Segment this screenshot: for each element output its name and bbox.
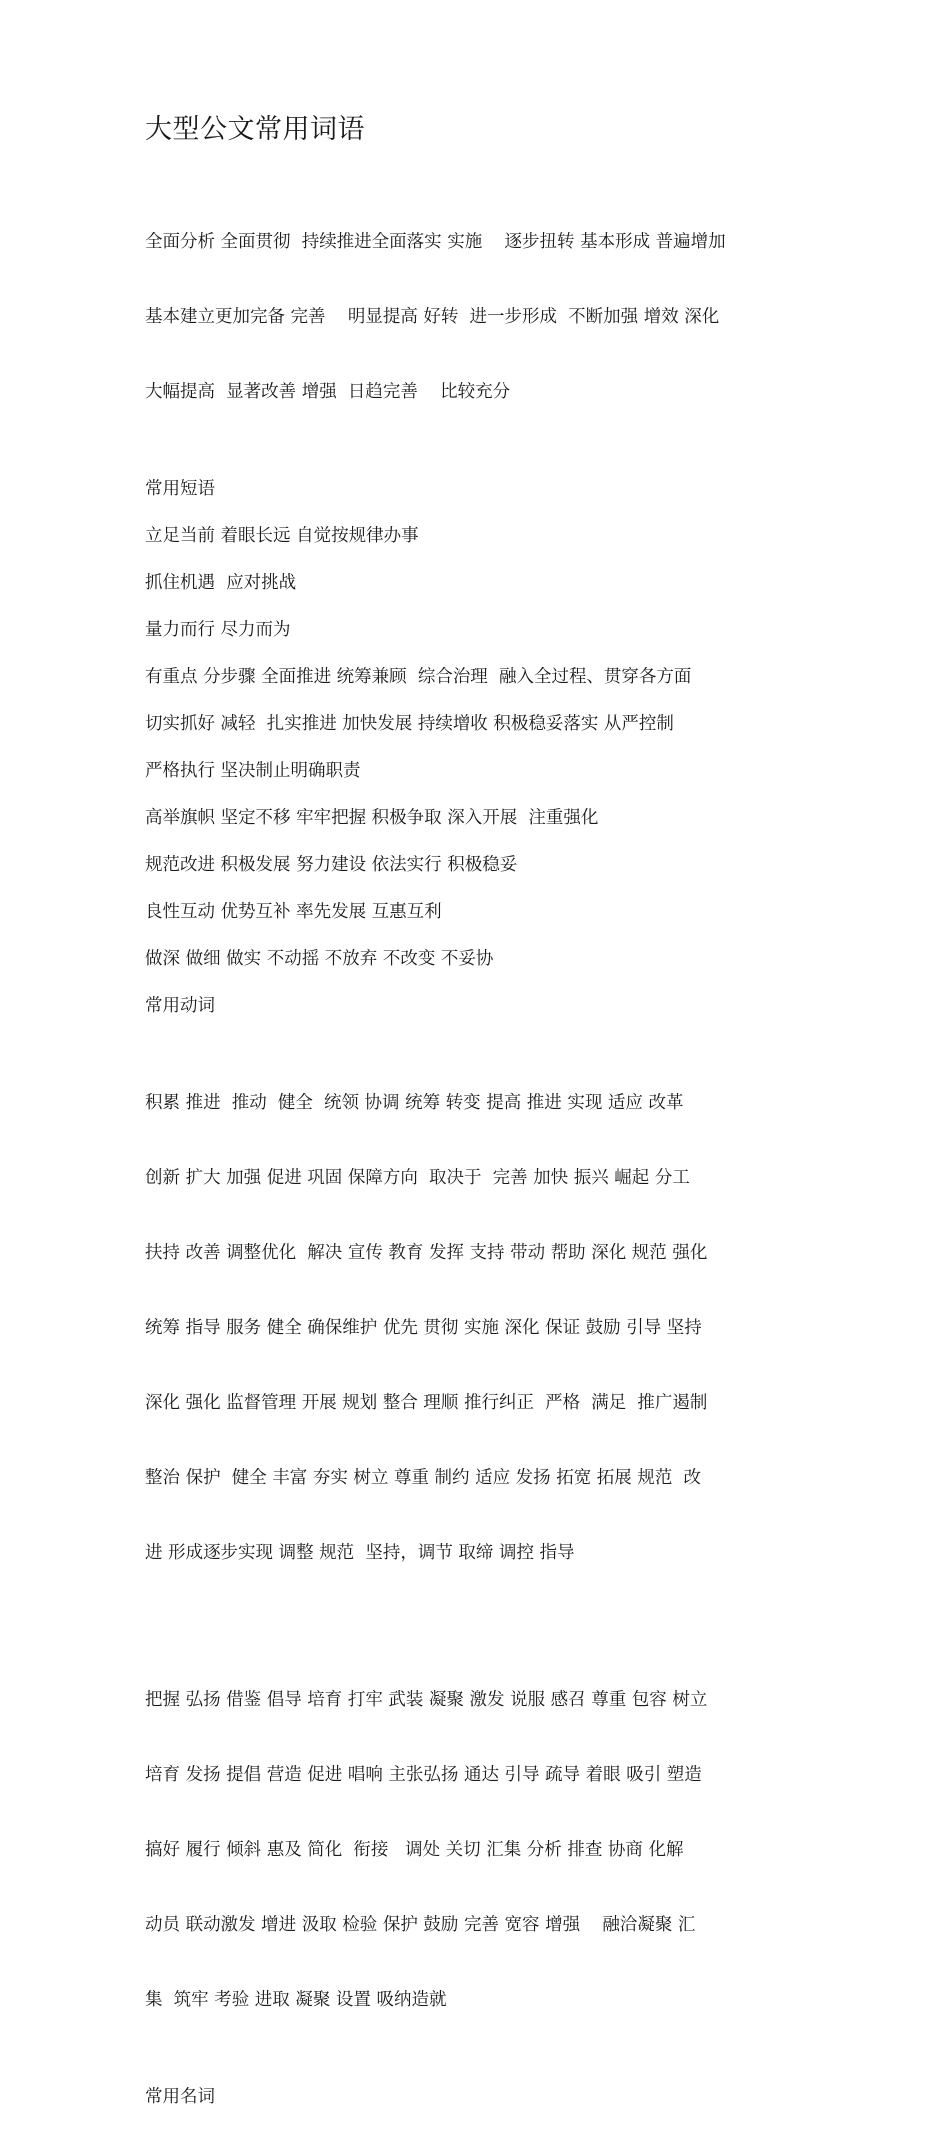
phrase-line: 严格执行 坚决制止明确职责 (145, 761, 361, 781)
verbs-line: 培育 发扬 提倡 营造 促进 唱响 主张弘扬 通达 引导 疏导 着眼 吸引 塑造 (145, 1765, 702, 1785)
verbs-line: 把握 弘扬 借鉴 倡导 培育 打牢 武装 凝聚 激发 说服 感召 尊重 包容 树立 (145, 1690, 708, 1710)
phrase-line: 高举旗帜 坚定不移 牢牢把握 积极争取 深入开展 注重强化 (145, 808, 599, 828)
phrase-line: 切实抓好 减轻 扎实推进 加快发展 持续增收 积极稳妥落实 从严控制 (145, 714, 674, 734)
intro-paragraph (145, 180, 810, 455)
verbs-line: 扶持 改善 调整优化 解决 宣传 教育 发挥 支持 带动 帮助 深化 规范 强化 (145, 1243, 708, 1263)
phrase-line: 抓住机遇 应对挑战 (145, 573, 297, 593)
verbs-line: 创新 扩大 加强 促进 巩固 保障方向 取决于 完善 加快 振兴 崛起 分工 (145, 1168, 690, 1188)
section-heading-verbs: 常用动词 (145, 996, 215, 1016)
phrase-line: 有重点 分步骤 全面推进 统筹兼顾 综合治理 融入全过程、贯穿各方面 (145, 667, 692, 687)
verbs-paragraph-1 (145, 1041, 810, 1616)
phrase-line: 良性互动 优势互补 率先发展 互惠互利 (145, 902, 442, 922)
verbs-line: 积累 推进 推动 健全 统领 协调 统筹 转变 提高 推进 实现 适应 改革 (145, 1093, 684, 1113)
phrase-line: 规范改进 积极发展 努力建设 依法实行 积极稳妥 (145, 855, 518, 875)
document-title: 大型公文常用词语 (145, 114, 365, 145)
verbs-line: 动员 联动激发 增进 汲取 检验 保护 鼓励 完善 宽容 增强 融洽凝聚 汇 (145, 1915, 696, 1935)
intro-line: 大幅提高 显著改善 增强 日趋完善 比较充分 (145, 382, 511, 402)
verbs-line: 深化 强化 监督管理 开展 规划 整合 理顺 推行纠正 严格 满足 推广遏制 (145, 1393, 708, 1413)
phrase-line: 立足当前 着眼长远 自觉按规律办事 (145, 526, 419, 546)
verbs-line: 搞好 履行 倾斜 惠及 简化 衔接 调处 关切 汇集 分析 排查 协商 化解 (145, 1840, 684, 1860)
phrase-line: 量力而行 尽力而为 (145, 620, 291, 640)
verbs-line: 集 筑牢 考验 进取 凝聚 设置 吸纳造就 (145, 1990, 447, 2010)
intro-line: 全面分析 全面贯彻 持续推进全面落实 实施 逐步扭转 基本形成 普遍增加 (145, 232, 726, 252)
intro-line: 基本建立更加完备 完善 明显提高 好转 进一步形成 不断加强 增效 深化 (145, 307, 720, 327)
document-page (145, 110, 810, 2132)
verbs-paragraph-2 (145, 1638, 810, 2063)
verbs-line: 进 形成逐步实现 调整 规范 坚持，调节 取缔 调控 指导 (145, 1543, 575, 1563)
phrase-line: 做深 做细 做实 不动摇 不放弃 不改变 不妥协 (145, 949, 494, 969)
section-heading-phrases: 常用短语 (145, 479, 215, 499)
section-heading-nouns: 常用名词 (145, 2087, 215, 2107)
verbs-line: 整治 保护 健全 丰富 夯实 树立 尊重 制约 适应 发扬 拓宽 拓展 规范 改 (145, 1468, 701, 1488)
verbs-line: 统筹 指导 服务 健全 确保维护 优先 贯彻 实施 深化 保证 鼓励 引导 坚持 (145, 1318, 702, 1338)
